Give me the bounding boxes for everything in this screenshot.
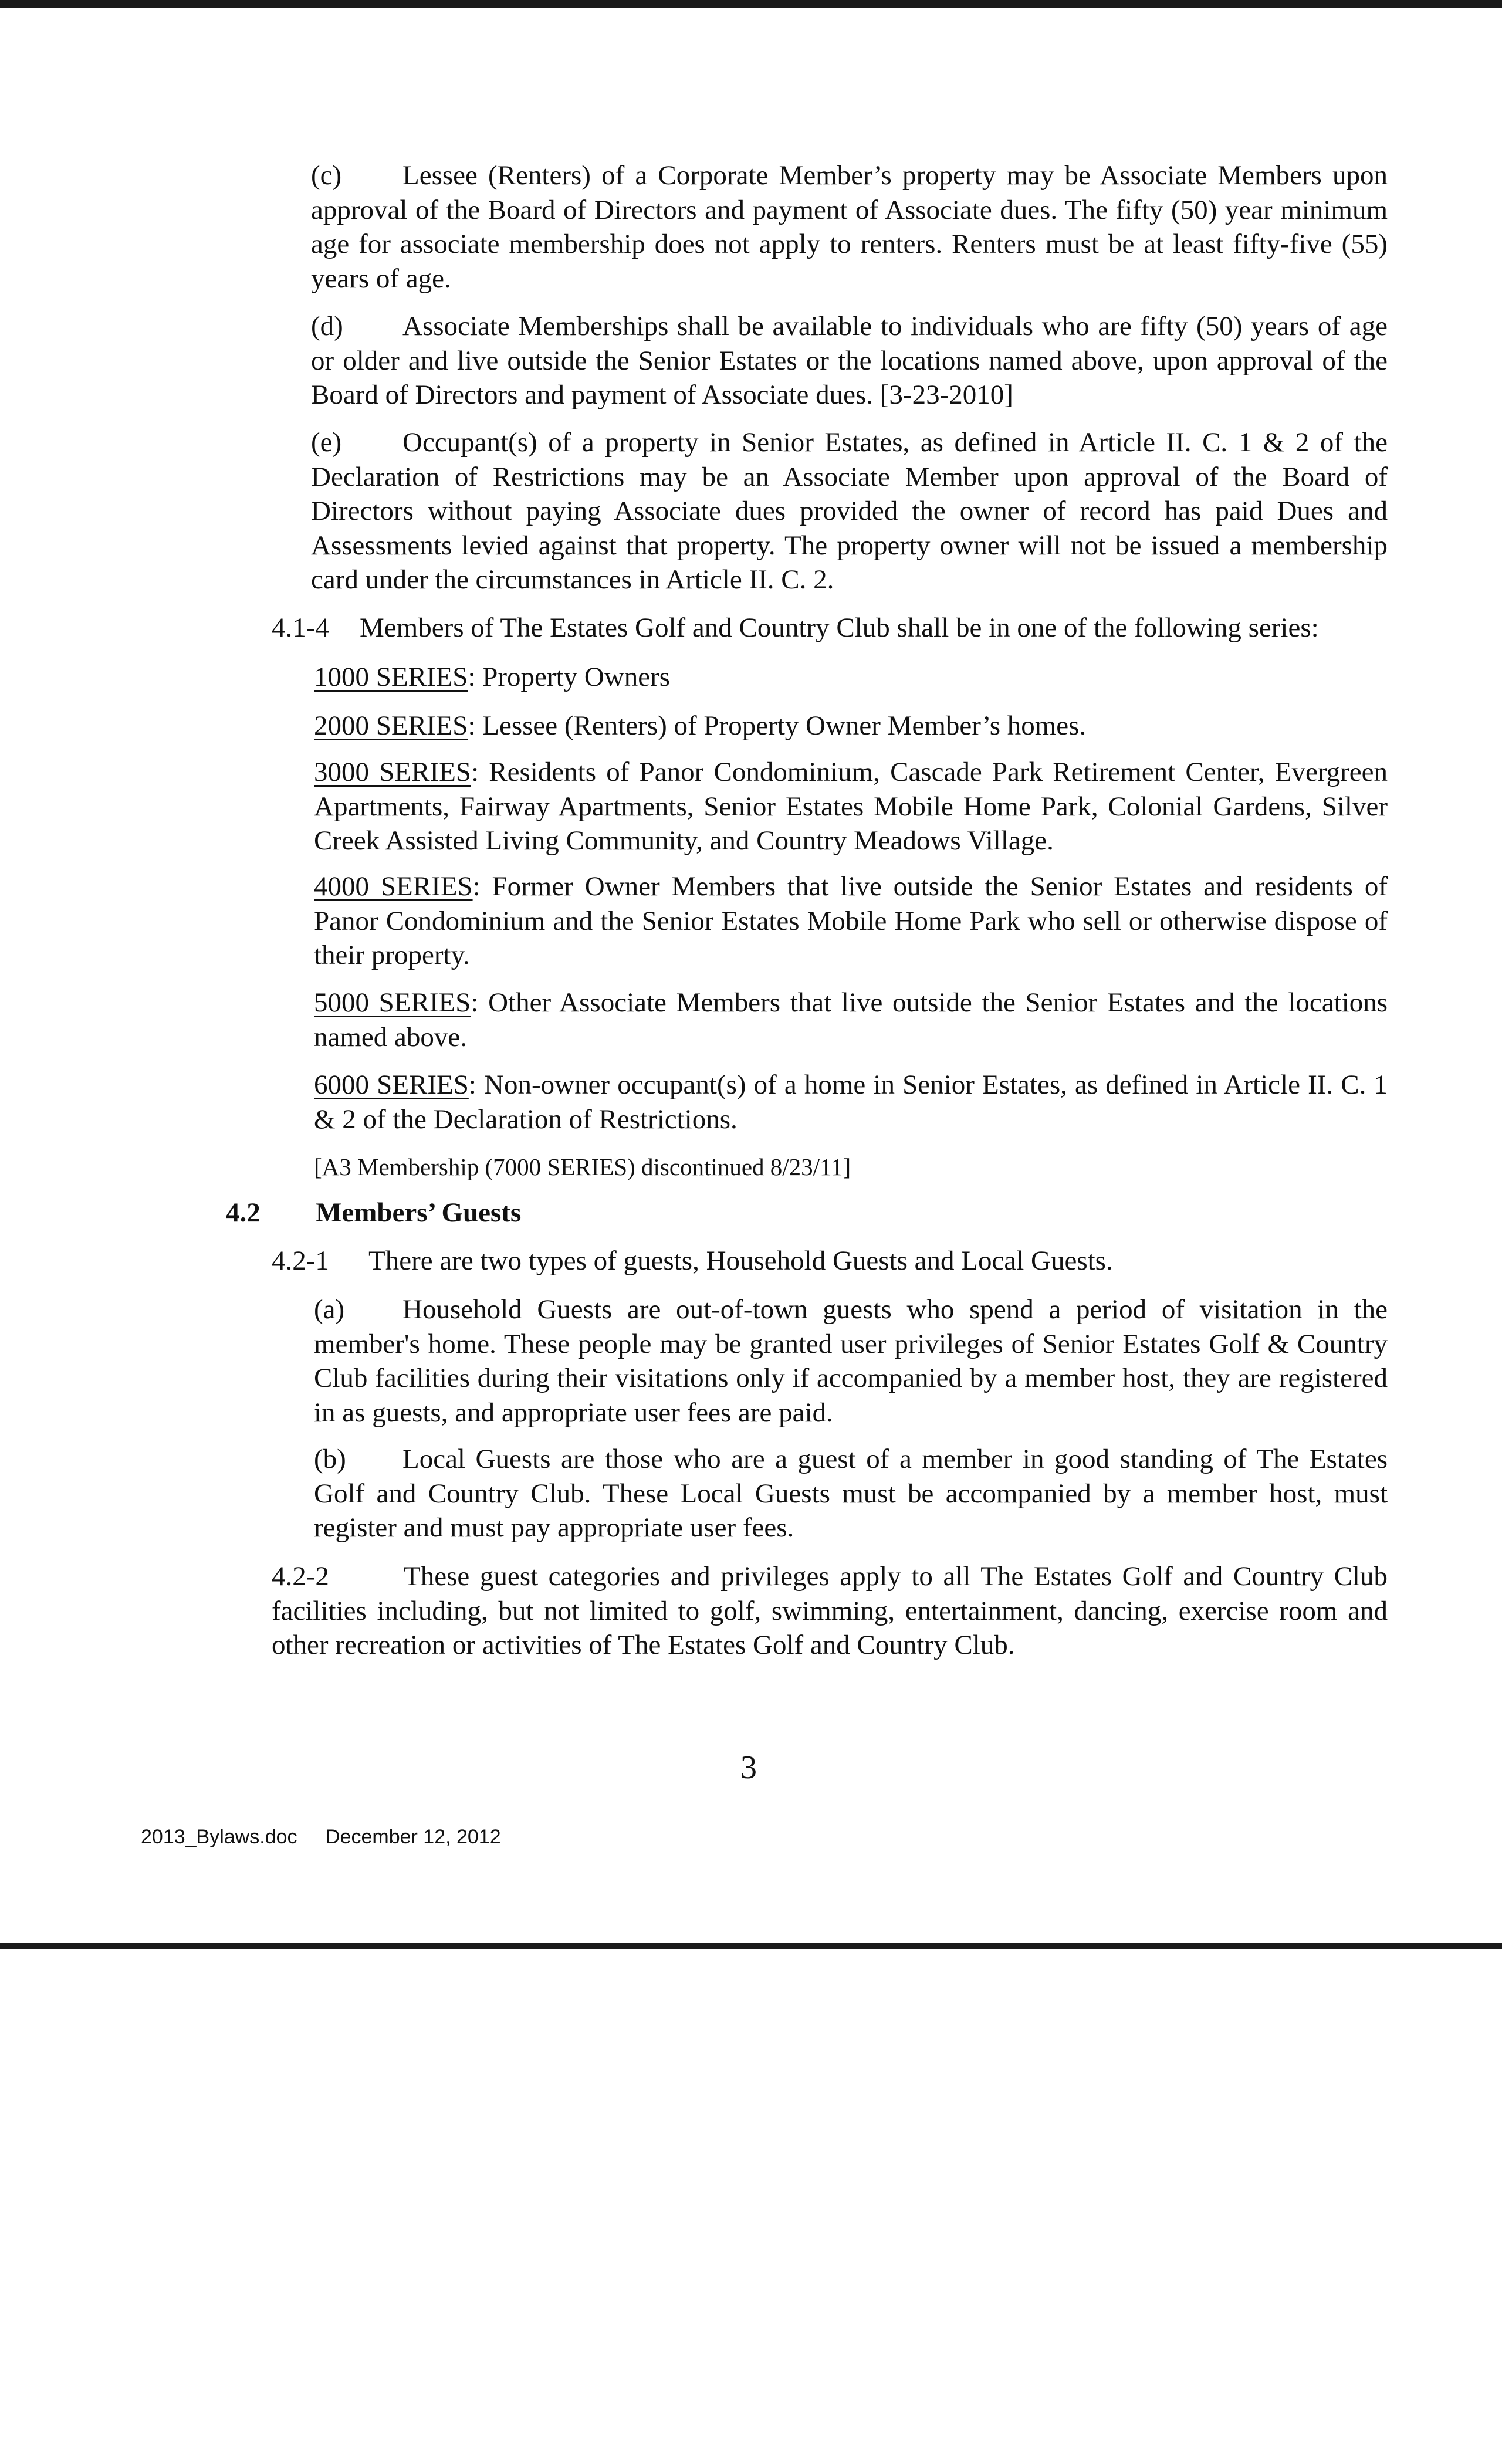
bottom-scan-border — [0, 1943, 1502, 1949]
series-5000-name: 5000 SERIES — [314, 987, 471, 1018]
section-4-1-4 — [272, 611, 1392, 645]
series-1000 — [314, 660, 1388, 695]
series-2000 — [314, 709, 1388, 743]
paragraph-c-label: (c) — [311, 160, 342, 191]
series-5000 — [314, 986, 1388, 1054]
series-5000-text: : Other Associate Members that live outside the Senior Estates and the locations named above. — [314, 987, 1388, 1052]
paragraph-e-text: Occupant(s) of a property in Senior Estates, as defined in Article II. C. 1 & 2 of the Declaration of Restrictions may be an Associate Member upon approval of the Board of Directors without paying Associate dues provided the owner of record has paid Dues and Assessments levied against that property. The property owner will not be issued a membership card under the circumstances in Article II. C. 2. — [311, 427, 1388, 595]
series-1000-text: : Property Owners — [468, 662, 671, 692]
series-3000 — [314, 755, 1388, 858]
section-4-2-number: 4.2 — [226, 1197, 261, 1228]
section-4-1-4-text: Members of The Estates Golf and Country Club shall be in one of the following series: — [360, 612, 1319, 643]
series-3000-text: : Residents of Panor Condominium, Cascade Park Retirement Center, Evergreen Apartments, Fairway Apartments, Senior Estates Mobile Home Park, Colonial Gardens, Silver Creek Assisted Living Community, and Country Meadows Village. — [314, 757, 1388, 856]
section-4-2-2-label: 4.2-2 — [272, 1561, 329, 1592]
guest-a-text: Household Guests are out-of-town guests who spend a period of visitation in the member's home. These people may be granted user privileges of Senior Estates Golf & Country Club facilities during their visitations only if accompanied by a member host, they are registered in as guests, and appropriate user fees are paid. — [314, 1294, 1388, 1428]
guest-b-text: Local Guests are those who are a guest of a member in good standing of The Estates Golf and Country Club. These Local Guests must be accompanied by a member host, must register and must pay appropriate user fees. — [314, 1444, 1388, 1543]
series-4000 — [314, 869, 1388, 973]
footer-filename: 2013_Bylaws.doc — [141, 1826, 297, 1848]
section-4-2-heading — [226, 1196, 521, 1230]
series-4000-name: 4000 SERIES — [314, 871, 473, 902]
section-4-2-1-label: 4.2-1 — [272, 1245, 329, 1276]
series-2000-name: 2000 SERIES — [314, 710, 468, 741]
paragraph-d — [311, 309, 1388, 412]
page-number: 3 — [740, 1749, 757, 1786]
discontinued-note: [A3 Membership (7000 SERIES) discontinued 8/23/11] — [314, 1153, 851, 1180]
series-6000 — [314, 1068, 1388, 1136]
paragraph-e-label: (e) — [311, 427, 342, 458]
series-2000-text: : Lessee (Renters) of Property Owner Member’s homes. — [468, 710, 1087, 741]
section-4-2-2-text: These guest categories and privileges apply to all The Estates Golf and Country Club facilities including, but not limited to golf, swimming, entertainment, dancing, exercise room and other recreation or activities of The Estates Golf and Country Club. — [272, 1561, 1388, 1660]
section-4-2-title: Members’ Guests — [316, 1197, 522, 1228]
section-4-2-1 — [272, 1244, 1392, 1278]
paragraph-d-text: Associate Memberships shall be available to individuals who are fifty (50) years of age or older and live outside the Senior Estates or the locations named above, upon approval of the Board of Directors and payment of Associate dues. [3-23-2010] — [311, 311, 1388, 410]
guest-a — [314, 1292, 1388, 1430]
guest-b-label: (b) — [314, 1444, 346, 1474]
top-scan-border — [0, 0, 1502, 8]
footer-date: December 12, 2012 — [326, 1826, 501, 1848]
section-4-2-1-text: There are two types of guests, Household Guests and Local Guests. — [368, 1245, 1113, 1276]
guest-a-label: (a) — [314, 1294, 345, 1325]
paragraph-c — [311, 158, 1388, 296]
series-1000-name: 1000 SERIES — [314, 662, 468, 692]
section-4-2-2 — [272, 1559, 1388, 1663]
paragraph-c-text: Lessee (Renters) of a Corporate Member’s property may be Associate Members upon approval of the Board of Directors and payment of Associate dues. The fifty (50) year minimum age for associate membership does not apply to renters. Renters must be at least fifty-five (55) years of age. — [311, 160, 1388, 294]
series-6000-name: 6000 SERIES — [314, 1069, 469, 1100]
paragraph-d-label: (d) — [311, 311, 343, 341]
series-3000-name: 3000 SERIES — [314, 757, 471, 787]
paragraph-e — [311, 425, 1388, 597]
section-4-1-4-label: 4.1-4 — [272, 612, 329, 643]
series-4000-text: : Former Owner Members that live outside the Senior Estates and residents of Panor Condominium and the Senior Estates Mobile Home Park who sell or otherwise dispose of their property. — [314, 871, 1388, 970]
series-6000-text: : Non-owner occupant(s) of a home in Senior Estates, as defined in Article II. C. 1 & 2 of the Declaration of Restrictions. — [314, 1069, 1388, 1135]
guest-b — [314, 1442, 1388, 1545]
